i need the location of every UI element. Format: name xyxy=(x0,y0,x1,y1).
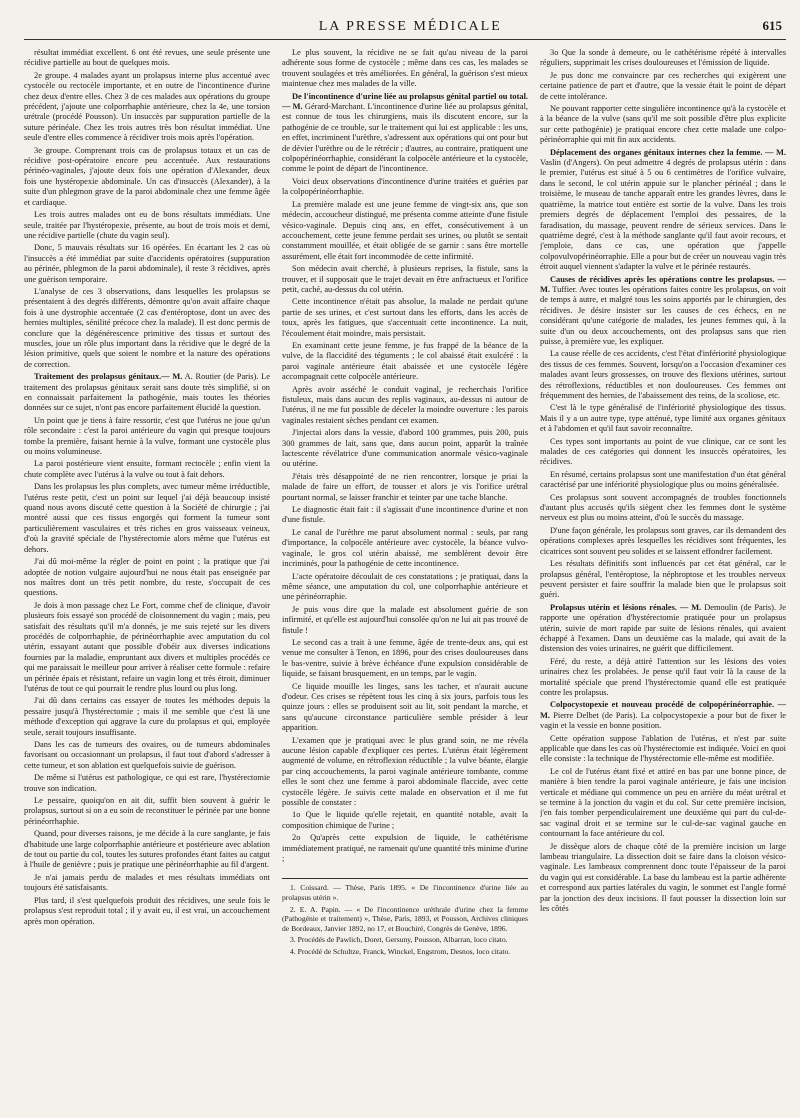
paragraph: Les résultats définitifs sont influencés par cet état général, car le prolapsus général, l'entéroptose, la néphroptose et les troubles nerveux peuvent persister et faire souffrir la malade bien que le prolapsus soit guéri. xyxy=(540,559,786,600)
section-heading: Prolapsus utérin et lésions rénales. — M. xyxy=(550,602,702,612)
paragraph: Ces types sont importants au point de vue clinique, car ce sont les malades de ces catégories qui donnent les insuccès opératoires, les récidives. xyxy=(540,436,786,467)
footnote: 1. Coissard. — Thèse, Paris 1895. « De l'incontinence d'urine liée au prolapsus utérin ». xyxy=(282,883,528,903)
column-middle-body xyxy=(282,48,528,864)
paragraph: Cette opération suppose l'ablation de l'utérus, et n'est par suite applicable que dans les cas où l'hystérectomie est indiquée. Voici en quoi elle consiste : la technique de l'hystérectomie elle-même est modifiée. xyxy=(540,733,786,764)
footnotes xyxy=(282,878,528,956)
paragraph: 3e groupe. Comprenant trois cas de prolapsus totaux et un cas de récidive post-opératoire encore peu accentuée. Aux restaurations périnéo-vaginales, j'ajoute deux fois une opération d'Alexander, deux fois une hystéropexie abdominale. Un cas d'insuccès (Alexander), à la suite d'un phlegmon grave de la paroi abdominale chez une femme âgée et cardiaque. xyxy=(24,145,270,207)
page-header xyxy=(24,18,786,40)
paragraph: L'acte opératoire découlait de ces constatations ; je pratiquai, dans la même séance, une amputation du col, une colporrhaphie antérieure et une périnéorraphie. xyxy=(282,571,528,602)
column-right xyxy=(540,48,786,1098)
paragraph: Je pus donc me convaincre par ces recherches qui exigèrent une certaine patience de part et d'autre, que la vessie était le point de départ de cette intolérance. xyxy=(540,70,786,101)
paragraph: Le pessaire, quoiqu'on en ait dit, suffit bien souvent à guérir le prolapsus, surtout si on a eu soin de reconstituer le périnée par une bonne périnéorrhaphie. xyxy=(24,796,270,826)
paragraph: Dans les cas de tumeurs des ovaires, ou de tumeurs abdominales favorisant ou occasionnant un prolapsus, il faut tout d'abord s'adresser à cette tumeur, et son ablation est quelquefois suivie de guérison. xyxy=(24,740,270,770)
footnote: 4. Procédé de Schultze, Franck, Winckel, Engstrom, Desnos, loco citato. xyxy=(290,947,511,957)
section-heading: Déplacement des organes génitaux internes chez la femme. — M. xyxy=(550,147,786,157)
paragraph: Je n'ai jamais perdu de malades et mes résultats immédiats ont toujours été satisfaisants. xyxy=(24,872,270,893)
paragraph: 3o Que la sonde à demeure, ou le cathétérisme répété à intervalles réguliers, supprimait les crises douloureuses et l'émission de liquide. xyxy=(540,48,786,68)
paragraph: Son médecin avait cherché, à plusieurs reprises, la fistule, sans la trouver, et il supposait que le trajet devait en être anfractueux et l'orifice petit, caché, au-dessus du col utérin. xyxy=(282,264,528,294)
paragraph: D'une façon générale, les prolapsus sont graves, car ils demandent des opérations complexes après lesquelles les récidives sont fréquentes, les cicatrices sont souvent peu solides et se laissent effondrer facilement. xyxy=(540,525,786,556)
paragraph: J'ai dû dans certains cas essayer de toutes les méthodes depuis la pessaire jusqu'à l'hystérectomie ; mais il me semble que c'est là une méthode d'exception qui aggrave la cure du prolapsus et qui, employée seule, serait toujours insuffisante. xyxy=(24,696,270,737)
paragraph: Le diagnostic était fait : il s'agissait d'une incontinence d'urine et non d'une fistule. xyxy=(282,505,528,525)
paragraph: Ne pouvant rapporter cette singulière incontinence qu'à la cystocèle et à la béance de la vulve (sans qu'il me soit possible d'être plus explicite sur cette pathogénie) je pratiquai encore chez cette malade une colpo-périnéorraphie qui mit fin aux accidents. xyxy=(540,104,786,145)
paragraph: Je puis vous dire que la malade est absolument guérie de son infirmité, et qu'elle est aujourd'hui consolée qu'on ne lui ait pas trouvé de fistule ! xyxy=(282,604,528,635)
paragraph: J'étais très désappointé de ne rien rencontrer, lorsque je priai la malade de faire un effort, de tousser et alors je vis l'orifice urétral pourtant normal, se laisser franchir et teinter par une tache blanche. xyxy=(282,471,528,502)
paragraph: Je dissèque alors de chaque côté de la première incision un large lambeau triangulaire. La dissection doit se faire dans la cloison vésico-vaginale. Les lambeaux comprennent donc toute l'épaisseur de la paroi du vagin qui est considérable. La base du lambeau est la partie adhérente et correspond aux parties latérales du vagin, le sommet est l'angle formé par la jonction des deux incisions. Il faut pousser la dissection loin sur les côtés xyxy=(540,841,786,914)
paragraph: Ce liquide mouille les linges, sans les tacher, et n'aurait aucune d'odeur. Ces crises se répètent tous les cinq à six jours, parfois tous les quinze jours : elles se produisent soit au lit, soit pendant la marche, et sans qu'aucune circonstance particulière semble présider à leur apparition. xyxy=(282,681,528,733)
paragraph: Le plus souvent, la récidive ne se fait qu'au niveau de la paroi adhérente sous forme de cystocèle ; même dans ces cas, les malades se trouvent soulagées et très améliorées. En général, la guérison s'est mieux maintenue chez mes malades de la ville. xyxy=(282,48,528,89)
paragraph: 2o Qu'après cette expulsion de liquide, le cathétérisme immédiatement pratiqué, ne ramenait qu'une quantité très minime d'urine ; xyxy=(282,833,528,864)
paragraph: Féré, du reste, a déjà attiré l'attention sur les lésions des voies urinaires chez les prolabées. Je pense qu'il faut voir là la cause de la mortalité spéciale que prend l'hystérectomie quand elle est pratiquée contre les prolapsus. xyxy=(540,656,786,697)
section-text: Tuffier. Avec toutes les opérations faites contre les prolapsus, on voit de temps à autre, et malgré tous les soins apportés par le chirurgien, des récidives. Je désire insister sur les causes de ces échecs, en ne considérant qu'une catégorie de malades, les jeunes femmes qui, à la suite d'un ou deux accouchements, ont des prolapsus sans que rien puisse, à première vue, les expliquer. xyxy=(540,284,786,346)
paragraph: Le col de l'utérus étant fixé et attiré en bas par une bonne pince, de manière à bien tendre la paroi vaginale antérieure, je fais une incision verticale et médiane qui commence un peu en arrière du méat urétral et se termine à la jonction du vagin et du col. Sur cette première incision, j'en fais tomber perpendiculairement une deuxième qui part du cul-de-sac vaginal droit et se termine sur le cul-de-sac vaginal gauche en contournant la face antérieure du col. xyxy=(540,766,786,839)
section-paragraph xyxy=(540,603,786,655)
paragraph: Après avoir asséché le conduit vaginal, je recherchais l'orifice fistuleux, mais dans aucun des replis vaginaux, au-dessus ni autour de l'utérus, il ne me fut possible de déceler la moindre ouverture : les parois vaginales restaient sèches pendant cet examen. xyxy=(282,384,528,425)
paragraph: 1o Que le liquide qu'elle rejetait, en quantité notable, avait la composition chimique de l'urine ; xyxy=(282,810,528,830)
paragraph: Donc, 5 mauvais résultats sur 16 opérées. En écartant les 2 cas où l'insuccès a été immédiat par suite d'accidents opératoires (suppuration au périnée, phlegmon de la paroi abdominale), il reste 3 récidives, après une guérison temporaire. xyxy=(24,243,270,284)
paragraph: Dans les prolapsus les plus complets, avec tumeur même irréductible, l'utérus reste petit, c'est un point sur lequel j'ai déjà beaucoup insisté quand nous avons discuté cette question à la Société de chirurgie ; j'ai montré aussi que ces tissus engorgés qui forment la tumeur sont particulièrement vasculaires et très riches en gros vaisseaux veineux, d'où la gravité spéciale de l'hystérectomie alors même que l'utérus est dehors. xyxy=(24,482,270,554)
paragraph: L'analyse de ces 3 observations, dans lesquelles les prolapsus se présentaient à des degrés différents, démontre qu'on avait affaire chaque fois à une dystrophie accentuée (2 cas d'entéroptose, dont un avec des hernies multiples, sénilité précoce chez la malade). Il est donc permis de conclure que la dégénérescence primitive des tissus et surtout des muscles, joue un rôle plus important dans la récidive que le degré de la lésion primitive, quels que soient le nombre et la nature des opérations de correction. xyxy=(24,286,270,369)
paragraph: Les trois autres malades ont eu de bons résultats immédiats. Une seule, traitée par l'hystéropexie, présente, au bout de trois mois et demi, une récidive partielle (chute du vagin seul). xyxy=(24,210,270,240)
page-number: 615 xyxy=(762,18,782,33)
paragraph: La première malade est une jeune femme de vingt-six ans, que son médecin, accoucheur distingué, me présenta comme atteinte d'une fistule vésico-vaginale. Depuis cinq ans, en effet, consécutivement à un accouchement, cette jeune femme perdait ses urines, ou plutôt se sentait constamment mouillée, et était obligée de se garnir : sans être mortelle assurément, elle était fort incommodée de cette infirmité. xyxy=(282,199,528,261)
section-text: Demoulin (de Paris). Je rapporte une opération d'hystérectomie pratiquée pour un prolapsus utérin, suivie de mort rapide par suite de lésions rénales, qui avaient échappé à l'examen. Dans un deuxième cas la malade, qui avait de la distension des voies urinaires, ne guérit que difficilement. xyxy=(540,602,786,654)
paragraph: Ces prolapsus sont souvent accompagnés de troubles fonctionnels d'autant plus accusés qu'ils siègent chez les femmes dont le système nerveux est plus ou moins atteint, d'où le succès du massage. xyxy=(540,492,786,523)
paragraph: La paroi postérieure vient ensuite, formant rectocèle ; enfin vient la chute complète avec l'utérus à la vulve ou tout à fait dehors. xyxy=(24,459,270,479)
section-text: A. Routier (de Paris). Le traitement des prolapsus génitaux serait sans doute très simplifié, si on en connaissait parfaitement la pathogénie, mais toutes les théories données sur ce sujet, n'ont pas encore parfaitement élucidé la question. xyxy=(24,372,270,413)
paragraph: Un point que je tiens à faire ressortir, c'est que l'utérus ne joue qu'un rôle secondaire : c'est la paroi antérieure du vagin qui presque toujours tombe la première, faisant hernie à la vulve, formant une cystocèle plus ou moins volumineuse. xyxy=(24,415,270,457)
section-text: Gérard-Marchant. L'incontinence d'urine liée au prolapsus génital, est connue de tous les chirurgiens, mais ils discutent encore, sur la pathogénie de ce trouble, sur le traitement qui lui est applicable : les uns, en effet, incriminent l'urèthre, s'adressent aux opérations qui ont pour but de dévier l'urèthre ou de le rétrécir ; d'autres, au contraire, pratiquent une colpopérinéorrhaphie, considérant la colpocèle antérieure et la cystocèle, comme le point de départ de l'incontinence. xyxy=(282,102,528,174)
section-heading: Colpocystopexie et nouveau procédé de colpopérinéorraphie. — M. xyxy=(540,700,786,720)
paragraph: Quand, pour diverses raisons, je me décide à la cure sanglante, je fais d'habitude une large colporrhaphie antérieure et postérieure avec ablation de tout ou partie du col, toutes les sutures profondes étant faites au catgut à l'huile de genièvre ; puis je pratique une périnéorrhaphie au fil d'argent. xyxy=(24,829,270,870)
paragraph: En résumé, certains prolapsus sont une manifestation d'un état général caractérisé par une infériorité physiologique plus ou moins généralisée. xyxy=(540,469,786,490)
column-left xyxy=(24,48,270,1098)
section-paragraph xyxy=(282,92,528,175)
paragraph: J'ai dû moi-même la régler de point en point ; la pratique que j'ai adoptée de notion vulgaire aujourd'hui ne nous était pas enseignée par nos maîtres dont un très petit nombre, du reste, s'occupait de ces questions. xyxy=(24,557,270,598)
column-middle xyxy=(282,48,528,1098)
section-text: Pierre Delbet (de Paris). La colpocystopexie a pour but de fixer le vagin et la vessie en bonne position. xyxy=(540,710,786,731)
section-paragraph xyxy=(24,372,270,414)
paragraph: Je dois à mon passage chez Le Fort, comme chef de clinique, d'avoir plusieurs fois essayé son procédé de cloisonnement du vagin ; mais, peu satisfait des résultats qu'il m'a donnés, je me suis rejeté sur les divers procédés de colporrhaphie, de périnéorrhaphie avec amputation du col utérin, essayant autant que possible d'obéir aux diverses indications fournies par la maladie, empruntant aux divers et multiples procédés ce qui me paraissait le meilleur pour arriver à réaliser cette formule : refaire un périnée épais et résistant, refaire un vagin long et très étroit, diminuer l'utérus de tout ce qui pourrait le rendre plus lourd ou plus long. xyxy=(24,600,270,693)
journal-title: LA PRESSE MÉDICALE xyxy=(318,19,502,34)
footnote: 2. E. A. Papin. — « De l'incontinence uréthrale d'urine chez la femme (Pathogénie et traitement) », Thèse, Paris, 1893, et Pousson, Archives cliniques de Bordeaux, Janvier 1892, no 17, et Bouchiré, Congrès de Genève, 1896. xyxy=(282,904,528,933)
section-heading: Causes de récidives après les opérations contre les prolapsus. — M. xyxy=(540,274,786,294)
section-paragraph xyxy=(540,275,786,348)
section-paragraph xyxy=(540,700,786,731)
section-text: Vaslin (d'Angers). On peut admettre 4 degrés de prolapsus utérin : dans le premier, l'utérus est situé à 5 ou 6 centimètres de l'orifice vulvaire, dans le second, le col utérin appuie sur le plancher périnéal ; dans le troisième, le museau de tanche apparaît entre les grandes lèvres, dans le quatrième, la matrice tout entière est sortie de la vulve. Dans les trois premiers degrés de déplacement l'emploi des pessaires, de la faradisation, du massage, peuvent rendre de sérieux services. Dans le quatrième degré, c'est à la méthode sanglante qu'il faut avoir recours, et j'emploie, dans ce cas, une opération que j'appelle colpovulvopérinéorraphie. Elle a pour but de créer un nouveau vagin très étroit auquel viennent s'adapter la vulve et le périnée restaurés. xyxy=(540,158,786,272)
paragraph: Voici deux observations d'incontinence d'urine traitées et guéries par la colpopérinéorrhaphie. xyxy=(282,176,528,197)
paragraph: L'examen que je pratiquai avec le plus grand soin, ne me révéla aucune lésion capable d'expliquer ces pertes. L'utérus était légèrement augmenté de volume, en rétroflexion réductible ; la vulve béante, élargie par cinq accouchements, la paroi vaginale antérieure tombante, comme elles le sont chez une femme à paroi abdominale flaccide, avec cette cystocèle légère. Je suivis cette malade en observation et il me fut possible de constater : xyxy=(282,735,528,808)
paragraph: J'injectai alors dans la vessie, d'abord 100 grammes, puis 200, puis 300 grammes de lait, sans que, dans aucun point, apparût la traînée lactescente révélatrice d'une communication anormale vésico-vaginale ou utérine. xyxy=(282,428,528,469)
paragraph: Plus tard, il s'est quelquefois produit des récidives, une seule fois le prolapsus s'est reproduit total ; il y avait eu, il est vrai, un accouchement après mon opération. xyxy=(24,895,270,926)
section-paragraph xyxy=(540,148,786,273)
paragraph: De même si l'utérus est pathologique, ce qui est rare, l'hystérectomie trouve son indication. xyxy=(24,773,270,793)
section-heading: De l'incontinence d'urine liée au prolapsus génital partiel ou total. — M. xyxy=(282,91,528,112)
paragraph: C'est là le type généralisé de l'infériorité physiologique des tissus. Mais il y a un autre type, type atténué, type limité aux organes génitaux et à l'abdomen et qu'il faut savoir reconnaître. xyxy=(540,403,786,434)
footnote: 3. Procédés de Pawlich, Doret, Gersuny, Pousson, Albarran, loco citato. xyxy=(290,935,508,945)
paragraph: La cause réelle de ces accidents, c'est l'état d'infériorité physiologique des tissus de ces femmes. Souvent, lorsqu'on a l'occasion d'examiner ces malades avant leurs grossesses, on trouve des flexions utérines, surtout des rétroflexions, réductibles et non douloureuses. Ces femmes ont fréquemment des hernies, de l'abaissement des reins, de la scoliose, etc. xyxy=(540,349,786,400)
paragraph: Le canal de l'urèthre me parut absolument normal : seuls, par rang d'importance, la colpocèle antérieure avec cystocèle, la béance vulvo-vaginale, le gros col utérin abaissé, me semblèrent devoir être incriminés, pour la pathogénie de cette incontinence. xyxy=(282,527,528,569)
section-heading: Traitement des prolapsus génitaux.— M. xyxy=(34,372,183,382)
paragraph: Le second cas a trait à une femme, âgée de trente-deux ans, qui est venue me consulter à Tenon, en 1896, pour des crises douloureuses dans le bas-ventre, suivie à brève échéance d'une expulsion considérable de liquide, se faisant brusquement, en un temps, par le vagin. xyxy=(282,637,528,679)
paragraph: En examinant cette jeune femme, je fus frappé de la béance de la vulve, de la flaccidité des téguments ; le col abaissé était exulcéré : la paroi vaginale antérieure était abaissée et une cystocèle légère accompagnait cette colpocèle antérieure. xyxy=(282,340,528,382)
text-columns xyxy=(24,48,786,1098)
paragraph: résultat immédiat excellent. 6 ont été revues, une seule présente une récidive partielle au bout de quelques mois. xyxy=(24,48,270,68)
paragraph: 2e groupe. 4 malades ayant un prolapsus interne plus accentué avec cystocèle ou rectocèle importante, et en outre de l'incontinence d'urine chez deux d'entre elles. Chez 3 de ces malades aux opérations du groupe précédent, j'ajoute une colporrhaphie antérieure, chez la 4e, une torsion urétrale (procédé Pousson). Un insuccès par suppuration partielle de la suture périnéale. Chez les trois autres très bon résultat immédiat. Une seule d'entre elles commence à récidiver trois mois après l'opération. xyxy=(24,70,270,143)
paragraph: Cette incontinence n'était pas absolue, la malade ne perdait qu'une partie de ses urines, et c'est surtout dans les efforts, dans les accès de toux, après les fatigues, que s'accentuait cette incontinence. La nuit, l'écoulement était moindre, mais persistait. xyxy=(282,297,528,338)
